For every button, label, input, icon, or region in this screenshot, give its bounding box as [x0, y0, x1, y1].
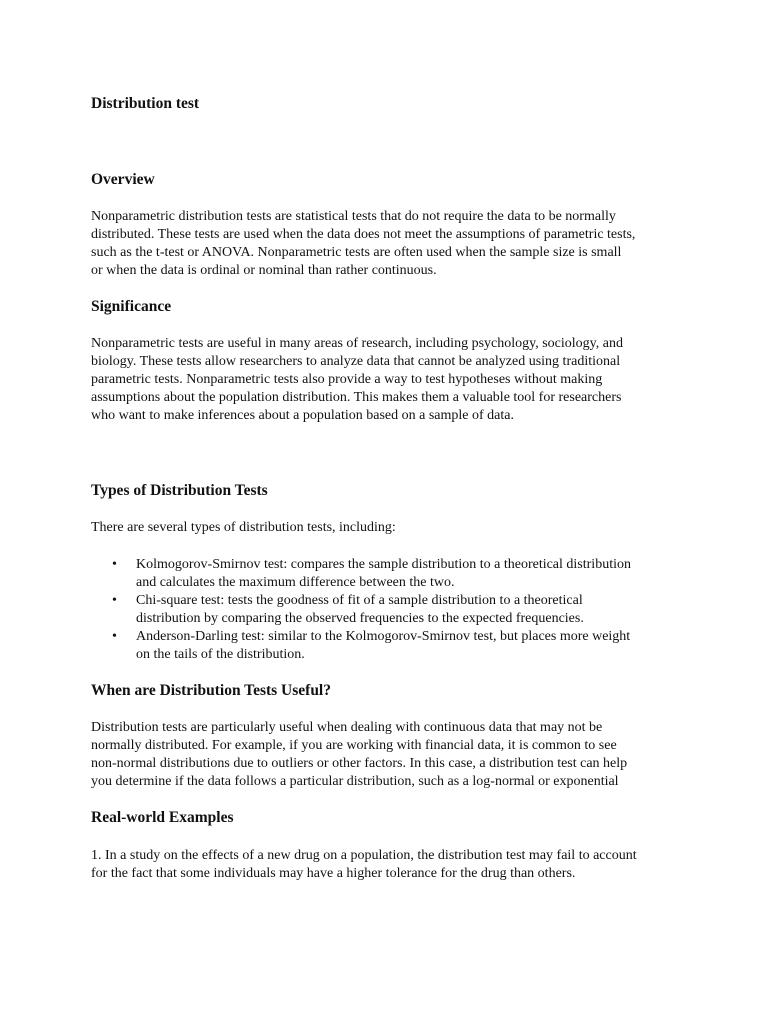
- text-line: on the tails of the distribution.: [136, 647, 305, 662]
- list-item: [91, 556, 691, 592]
- text-line: distribution by comparing the observed frequencies to the expected frequencies.: [136, 611, 584, 626]
- paragraph-examples: [91, 847, 691, 883]
- text-line: who want to make inferences about a population based on a sample of data.: [91, 408, 514, 423]
- text-line: Nonparametric distribution tests are statistical tests that do not require the data to be normally: [91, 209, 616, 224]
- text-line: and calculates the maximum difference between the two.: [136, 575, 455, 590]
- text-line: for the fact that some individuals may have a higher tolerance for the drug than others.: [91, 866, 576, 881]
- document-title: Distribution test: [91, 95, 200, 112]
- text-line: biology. These tests allow researchers to analyze data that cannot be analyzed using traditional: [91, 354, 621, 369]
- text-line: Chi-square test: tests the goodness of fit of a sample distribution to a theoretical: [136, 593, 583, 608]
- paragraph-significance: [91, 335, 691, 425]
- bullet-icon: •: [112, 557, 117, 572]
- heading-significance: Significance: [91, 298, 172, 315]
- paragraph-overview: [91, 208, 691, 280]
- text-line: distributed. These tests are used when the data does not meet the assumptions of parametric tests,: [91, 227, 636, 242]
- text-line: Anderson-Darling test: similar to the Kolmogorov-Smirnov test, but places more weight: [136, 629, 631, 644]
- heading-types: Types of Distribution Tests: [91, 482, 268, 499]
- paragraph-types-intro: There are several types of distribution tests, including:: [91, 520, 396, 535]
- text-line: assumptions about the population distribution. This makes them a valuable tool for researchers: [91, 390, 622, 405]
- list-item: [91, 628, 691, 664]
- heading-overview: Overview: [91, 171, 155, 188]
- text-line: parametric tests. Nonparametric tests also provide a way to test hypotheses without making: [91, 372, 603, 387]
- bullet-icon: •: [112, 629, 117, 644]
- heading-useful: When are Distribution Tests Useful?: [91, 682, 331, 699]
- text-line: normally distributed. For example, if you are working with financial data, it is common to see: [91, 738, 617, 753]
- text-line: 1. In a study on the effects of a new drug on a population, the distribution test may fail to account: [91, 848, 637, 863]
- text-line: such as the t-test or ANOVA. Nonparametric tests are often used when the sample size is small: [91, 245, 622, 260]
- heading-examples: Real-world Examples: [91, 809, 234, 826]
- paragraph-useful: [91, 719, 691, 791]
- text-line: Nonparametric tests are useful in many areas of research, including psychology, sociology, and: [91, 336, 623, 351]
- text-line: you determine if the data follows a particular distribution, such as a log-normal or exponential: [91, 774, 619, 789]
- text-line: Kolmogorov-Smirnov test: compares the sample distribution to a theoretical distribution: [136, 557, 631, 572]
- text-line: or when the data is ordinal or nominal than rather continuous.: [91, 263, 437, 278]
- text-line: Distribution tests are particularly useful when dealing with continuous data that may not be: [91, 720, 603, 735]
- list-item: [91, 592, 691, 628]
- bullet-icon: •: [112, 593, 117, 608]
- text-line: non-normal distributions due to outliers or other factors. In this case, a distribution test can help: [91, 756, 628, 771]
- bullet-list-types: [91, 556, 691, 664]
